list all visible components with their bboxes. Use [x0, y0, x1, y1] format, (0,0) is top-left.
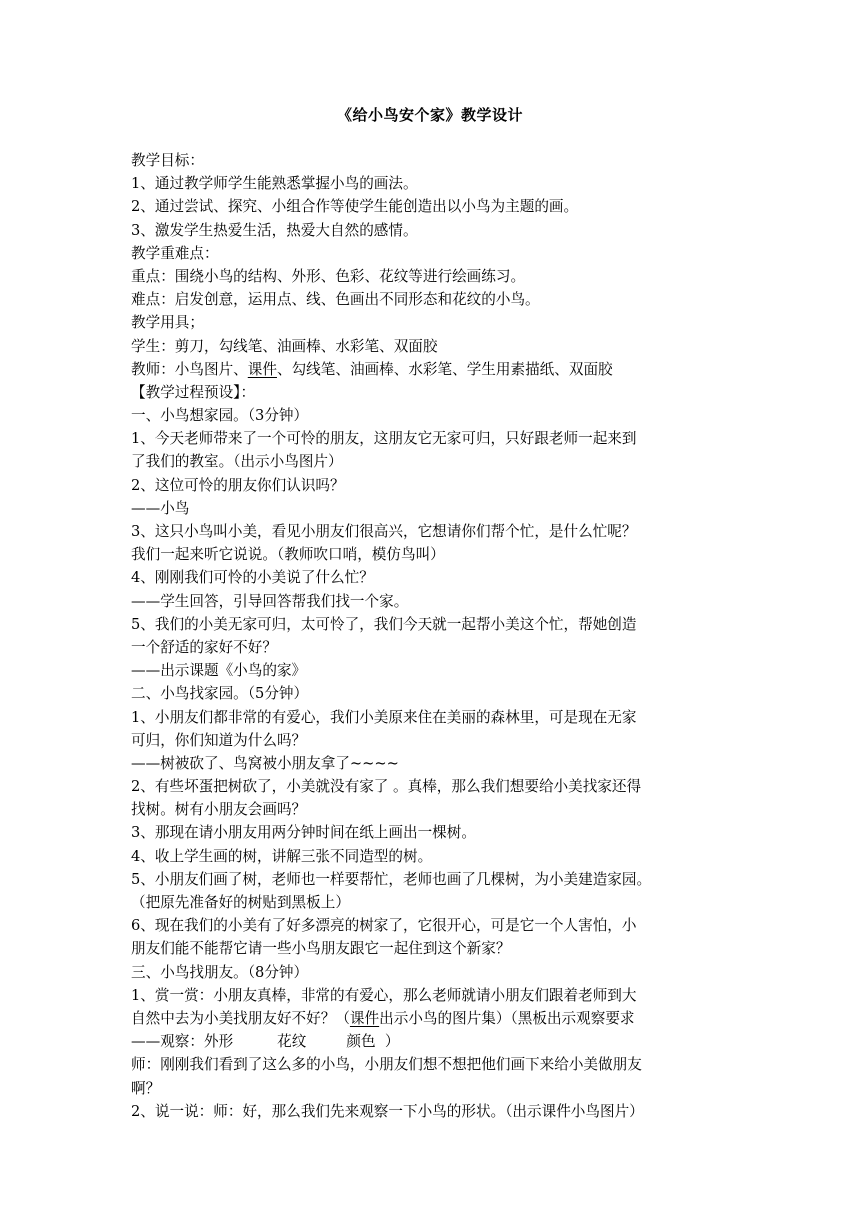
text-line: 1、今天老师带来了一个可怜的朋友，这朋友它无家可归，只好跟老师一起来到 [131, 430, 637, 448]
text-line: 5、我们的小美无家可归，太可怜了，我们今天就一起帮小美这个忙，帮她创造 [131, 615, 637, 633]
text-line: 重点：围绕小鸟的结构、外形、色彩、花纹等进行绘画练习。 [131, 267, 526, 285]
text-line: （把原先准备好的树贴到黑板上） [131, 894, 350, 911]
section-heading: 二、小鸟找家园。（5分钟） [131, 685, 309, 703]
text-line: 5、小朋友们画了树，老师也一样要帮忙，老师也画了几棵树，为小美建造家园。 [131, 870, 652, 888]
text-line: 我们一起来听它说说。（教师吹口哨，模仿鸟叫） [131, 546, 445, 564]
text-span: 教师：小鸟图片、 [131, 360, 248, 378]
text-line: 4、收上学生画的树，讲解三张不同造型的树。 [131, 847, 433, 865]
text-line: 了我们的教室。（出示小鸟图片） [131, 453, 343, 471]
text-line: 2、通过尝试、探究、小组合作等使学生能创造出以小鸟为主题的画。 [131, 198, 579, 216]
text-line: 教学用具； [131, 314, 204, 332]
courseware-link-text: 课件 [349, 1009, 380, 1027]
text-line: 1、通过教学师学生能熟悉掌握小鸟的画法。 [131, 175, 418, 193]
text-line: 3、这只小鸟叫小美，看见小朋友们很高兴，它想请你们帮个忙，是什么忙呢？ [131, 523, 637, 540]
text-line: 学生：剪刀，勾线笔、油画棒、水彩笔、双面胶 [131, 337, 438, 355]
text-line: ——学生回答，引导回答帮我们找一个家。 [131, 592, 409, 610]
text-span: 花纹 [277, 1033, 307, 1051]
text-line: 1、小朋友们都非常的有爱心，我们小美原来住在美丽的森林里，可是现在无家 [131, 708, 637, 726]
text-span: 、勾线笔、油画棒、水彩笔、学生用素描纸、双面胶 [276, 360, 613, 378]
text-line: 找树。树有小朋友会画吗？ [131, 801, 307, 819]
text-span: 出示小鸟的图片集）（黑板出示观察要求 [379, 1009, 635, 1027]
text-span: ——观察：外形 [131, 1033, 234, 1051]
text-line: 朋友们能不能帮它请一些小鸟朋友跟它一起住到这个新家？ [131, 940, 511, 958]
text-line: 教学目标： [131, 152, 204, 169]
courseware-link-text: 课件 [247, 360, 277, 378]
text-line: 一个舒适的家好不好？ [131, 638, 277, 656]
text-line: 3、激发学生热爱生活，热爱大自然的感情。 [131, 221, 418, 239]
text-line: 难点：启发创意，运用点、线、色画出不同形态和花纹的小鸟。 [131, 291, 540, 309]
section-heading: 三、小鸟找朋友。（8分钟） [131, 963, 309, 981]
observe-line [131, 1030, 736, 1053]
text-line: 师：刚刚我们看到了这么多的小鸟，小朋友们想不想把他们画下来给小美做朋友 [131, 1056, 642, 1074]
text-line: ——小鸟 [131, 499, 190, 517]
text-line: 1、赏一赏：小朋友真棒，非常的有爱心，那么老师就请小朋友们跟着老师到大 [131, 986, 637, 1004]
nature-line [131, 1007, 736, 1030]
text-line: ——出示课题《小鸟的家》 [131, 662, 307, 680]
section-heading: 一、小鸟想家园。（3分钟） [131, 407, 309, 425]
document-body [131, 149, 736, 1123]
text-line: 2、有些坏蛋把树砍了，小美就没有家了 。真棒，那么我们想要给小美找家还得 [131, 778, 642, 796]
text-line: 啊？ [131, 1079, 161, 1097]
text-span: 自然中去为小美找朋友好不好？（ [131, 1009, 350, 1027]
text-line: 4、刚刚我们可怜的小美说了什么忙？ [131, 569, 374, 587]
text-line: 可归，你们知道为什么吗？ [131, 731, 307, 749]
text-line: ——树被砍了、鸟窝被小朋友拿了~~~~ [131, 754, 399, 772]
text-line: 6、现在我们的小美有了好多漂亮的树家了，它很开心，可是它一个人害怕，小 [131, 917, 637, 935]
section-heading: 【教学过程预设】： [131, 383, 256, 401]
text-line: 2、说一说：师：好，那么我们先来观察一下小鸟的形状。（出示课件小鸟图片） [131, 1102, 644, 1120]
document-title: 《给小鸟安个家》教学设计 [336, 106, 523, 124]
text-line: 3、那现在请小朋友用两分钟时间在纸上画出一棵树。 [131, 824, 476, 842]
text-line: 2、这位可怜的朋友你们认识吗？ [131, 476, 345, 494]
teacher-materials-line [131, 358, 736, 381]
text-span: 颜色 ） [346, 1033, 400, 1051]
text-line: 教学重难点： [131, 244, 219, 262]
